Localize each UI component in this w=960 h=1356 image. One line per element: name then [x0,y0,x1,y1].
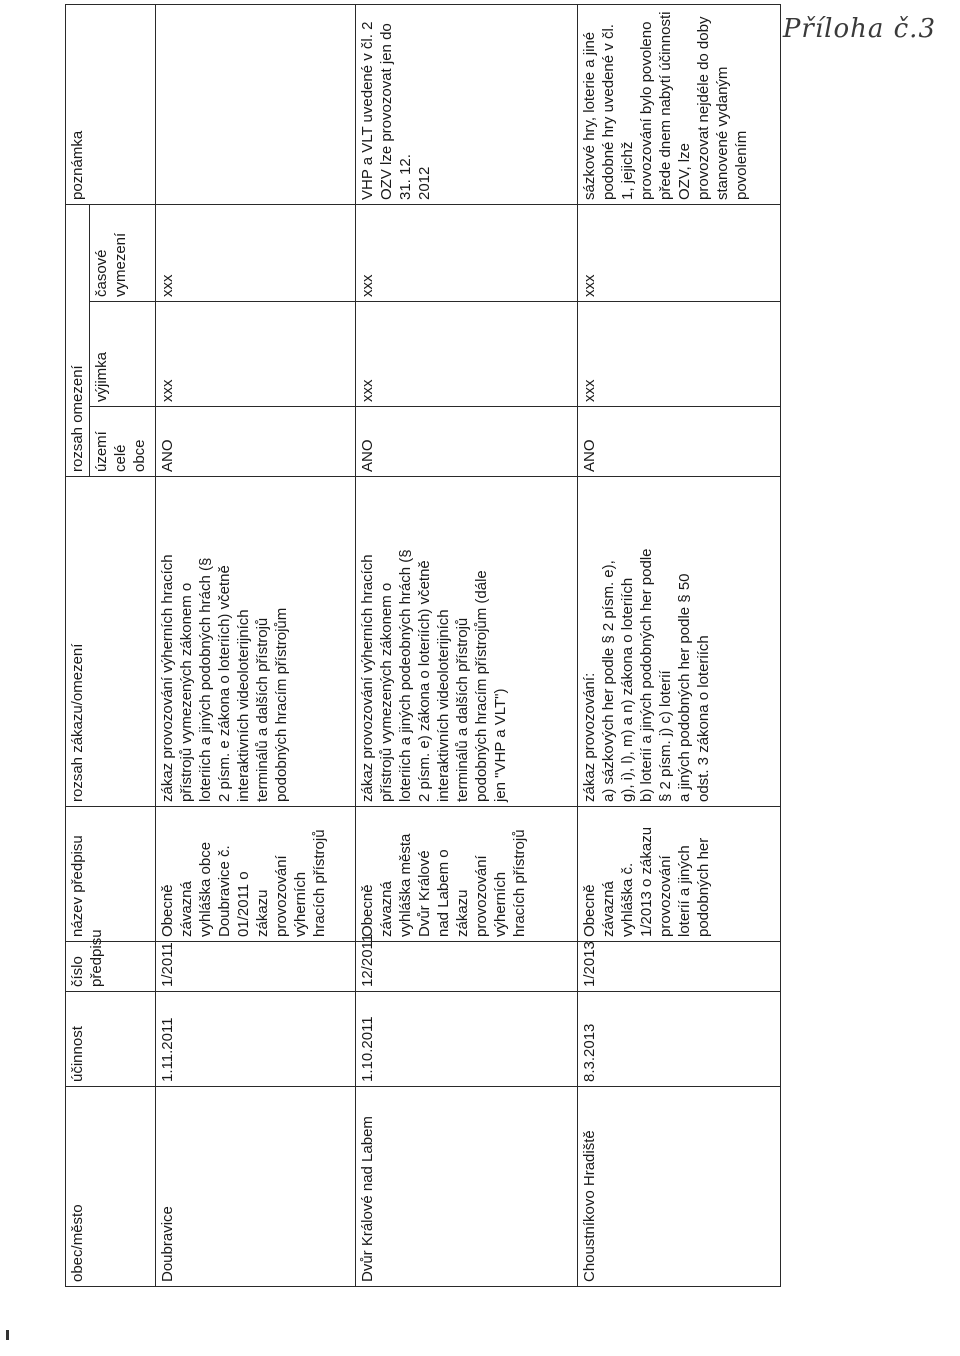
regulation-name-cell-line: vyhláška č. [619,862,636,937]
exception-cell: xxx [578,302,781,407]
ban-scope-cell-line: zákaz provozování výherních hracích [359,554,376,802]
regulation-number-cell: 12/2011 [356,942,578,992]
ban-scope-cell-line: přístrojů vymezených zákonem o [378,582,395,802]
header-exception: výjimka [90,302,156,407]
header-effective: účinnost [66,992,156,1087]
ban-scope-cell-line: § 2 písm. j) c) loterií [657,670,674,802]
regulation-name-cell-line: 1/2013 o zákazu [638,826,655,937]
whole-territory-cell: ANO [156,407,356,477]
regulation-name-cell-line: zákazu [454,889,471,937]
regulation-name-cell-line: Obecně [581,884,598,937]
ban-scope-cell-line: loteriích a jiných podeobných hrách (§ [397,549,414,802]
ban-scope-cell-line: podobných hracím přístrojům (dále [473,570,490,802]
municipality-cell: Choustníkovo Hradiště [578,1087,781,1287]
ban-scope-cell-line: loteriích a jiných podobných hrách (§ [197,557,214,802]
regulation-name-cell-line: provozování [273,855,290,937]
regulation-name-cell-line: loterií a jiných [676,845,693,937]
header-regulation-name: název předpisu [66,807,156,942]
time-limit-cell: xxx [156,205,356,302]
regulation-name-cell-line: závazná [600,881,617,937]
rotated-table-wrapper [65,5,780,1287]
exception-cell: xxx [356,302,578,407]
regulation-name-cell-line: Doubravice č. [216,845,233,937]
regulation-name-cell-line: závazná [178,881,195,937]
note-cell-line: provozovat nejdéle do doby stanovené vydaným povolením [695,16,750,200]
regulation-name-cell [578,807,781,942]
regulation-name-cell [156,807,356,942]
regulation-name-cell-line: výherních [492,871,509,937]
ban-scope-cell-line: přístrojů vymezených zákonem o [178,582,195,802]
note-cell-line: 2012 [416,166,433,200]
ban-scope-cell-line: a jiných podobných her podle § 50 [676,573,693,802]
ban-scope-cell-line: b) loterií a jiných podobných her podle [638,548,655,802]
ban-scope-cell-line: interaktivních videoloterijních [235,609,252,802]
regulation-name-cell-line: provozování [473,855,490,937]
ban-scope-cell-line: terminálů a dalších přístrojů [454,617,471,802]
regulation-name-cell-line: 01/2011 o [235,871,252,937]
ban-scope-cell [578,477,781,807]
regulations-table [65,4,781,1287]
municipality-cell: Dvůr Králové nad Labem [356,1087,578,1287]
regulation-name-cell-line: hracích přístrojů [311,829,328,937]
exception-cell: xxx [156,302,356,407]
note-cell [356,5,578,205]
ban-scope-cell [156,477,356,807]
header-note: poznámka [66,5,156,205]
regulation-name-cell-line: vyhláška obce [197,841,214,937]
ban-scope-cell-line: g), i), l), m) a n) zákona o loteriích [619,577,636,802]
table-row [578,5,781,1287]
effective-date-cell: 1.11.2011 [156,992,356,1087]
ban-scope-cell-line: zákaz provozování výherních hracích [159,554,176,802]
handwritten-annotation: Příloha č.3 [782,14,936,44]
effective-date-cell: 8.3.2013 [578,992,781,1087]
note-cell-line: provozování bylo povoleno přede dnem nabytí účinnosti OZV, lze [638,11,693,200]
ban-scope-cell-line: zákaz provozování: [581,672,598,802]
regulation-number-cell: 1/2011 [156,942,356,992]
regulation-name-cell-line: Obecně [359,884,376,937]
whole-territory-cell: ANO [578,407,781,477]
ban-scope-cell-line: interaktivních videoloterijních [435,609,452,802]
note-cell-line: sázkové hry, loterie a jiné podobné hry uvedené v čl. 1, jejichž [581,24,636,200]
note-cell [578,5,781,205]
regulation-name-cell-line: zákazu [254,889,271,937]
ban-scope-cell-line: podobných hracím přístrojům [273,607,290,802]
municipality-cell: Doubravice [156,1087,356,1287]
header-time-limit: časové vymezení [90,205,156,302]
header-restriction-scope: rozsah omezení [66,205,90,477]
ban-scope-cell-line: 2 písm. e zákona o loteriích) včetně [216,565,233,802]
ban-scope-cell-line: odst. 3 zákona o loteriích [695,635,712,802]
margin-mark [6,1330,9,1340]
note-cell [156,5,356,205]
regulation-name-cell-line: závazná [378,881,395,937]
regulation-name-cell-line: podobných her [695,837,712,937]
ban-scope-cell-line: jen "VHP a VLT") [492,688,509,802]
time-limit-cell: xxx [356,205,578,302]
time-limit-cell: xxx [578,205,781,302]
whole-territory-cell: ANO [356,407,578,477]
regulation-name-cell-line: provozování [657,855,674,937]
header-municipality: obec/město [66,1087,156,1287]
regulation-name-cell-line: vyhláška města [397,833,414,937]
header-ban-scope: rozsah zákazu/omezení [66,477,156,807]
table-row [356,5,578,1287]
note-cell-line: VHP a VLT uvedené v čl. 2 OZV lze provozovat jen do 31. 12. [359,21,414,200]
regulation-name-cell-line: nad Labem o [435,849,452,937]
regulation-name-cell [356,807,578,942]
regulation-name-cell-line: Dvůr Králové [416,850,433,937]
header-number: číslo předpisu [66,942,156,992]
ban-scope-cell [356,477,578,807]
regulation-name-cell-line: výherních [292,871,309,937]
ban-scope-cell-line: 2 písm. e) zákona o loteriích) včetně [416,560,433,802]
header-whole-territory: území celé obce [90,407,156,477]
ban-scope-cell-line: terminálů a dalších přístrojů [254,617,271,802]
regulation-number-cell: 1/2013 [578,942,781,992]
regulation-name-cell-line: hracích přístrojů [511,829,528,937]
ban-scope-cell-line: a) sázkových her podle § 2 písm. e), [600,560,617,802]
table-row [156,5,356,1287]
effective-date-cell: 1.10.2011 [356,992,578,1087]
regulation-name-cell-line: Obecně [159,884,176,937]
